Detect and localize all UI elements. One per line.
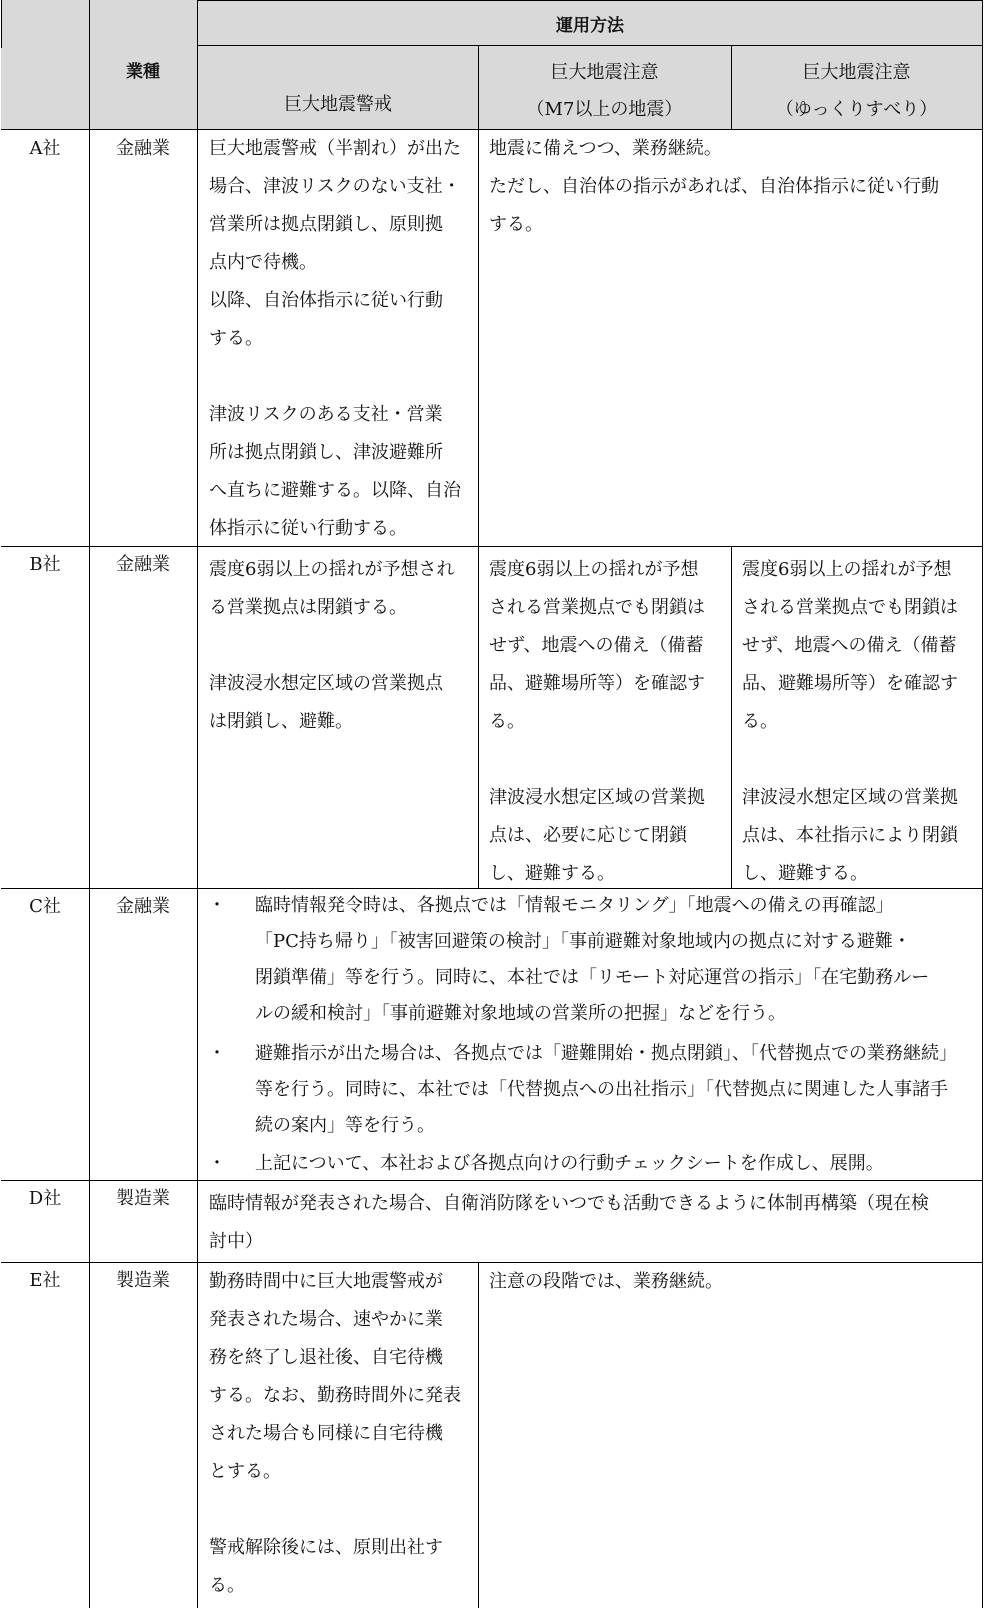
- text-line: 地震に備えつつ、業務継続。: [489, 138, 722, 159]
- text-line: 品、避難場所等）を確認す: [742, 673, 958, 694]
- header-operation-method: 運用方法: [556, 16, 624, 36]
- grid-line: [1, 888, 983, 889]
- header-caution-slip-line1: 巨大地震注意: [802, 62, 911, 83]
- text-line: し、避難する。: [742, 863, 868, 884]
- text-line: 続の案内」等を行う。: [255, 1115, 435, 1136]
- grid-line: [1, 0, 2, 48]
- text-line: る営業拠点は閉鎖する。: [209, 597, 407, 618]
- text-line: する。: [209, 328, 263, 349]
- grid-line: [731, 45, 732, 129]
- text-line: 等を行う。同時に、本社では「代替拠点への出社指示」「代替拠点に関連した人事諸手: [255, 1079, 948, 1100]
- text-line: る。: [209, 1575, 245, 1596]
- grid-line: [1, 1180, 983, 1181]
- text-line: 営業所は拠点閉鎖し、原則拠: [209, 214, 443, 235]
- row-e-industry: 製造業: [116, 1270, 170, 1291]
- text-line: 津波リスクのある支社・営業: [209, 404, 443, 425]
- header-caution-slip-line2: （ゆっくりすべり）: [775, 99, 938, 120]
- row-d-company: D社: [28, 1188, 62, 1209]
- text-line: 津波浸水想定区域の営業拠: [489, 787, 705, 808]
- text-line: 発表された場合、速やかに業: [209, 1309, 443, 1330]
- grid-line: [1, 1262, 983, 1263]
- text-line: へ直ちに避難する。以降、自治: [209, 480, 461, 501]
- bullet-icon: ・: [208, 1153, 226, 1174]
- header-caution-m7-line1: 巨大地震注意: [550, 62, 659, 83]
- text-line: は閉鎖し、避難。: [209, 711, 353, 732]
- text-line: する。なお、勤務時間外に発表: [209, 1385, 461, 1406]
- text-line: ただし、自治体の指示があれば、自治体指示に従い行動: [489, 176, 939, 197]
- row-a-industry: 金融業: [116, 138, 170, 159]
- row-c-company: C社: [29, 896, 61, 917]
- text-line: される営業拠点でも閉鎖は: [489, 597, 705, 618]
- row-b-company: B社: [29, 554, 61, 575]
- text-line: 震度6弱以上の揺れが予想: [489, 559, 699, 580]
- text-line: 品、避難場所等）を確認す: [489, 673, 705, 694]
- text-line: 「PC持ち帰り」「被害回避策の検討」「事前避難対象地域内の拠点に対する避難・: [255, 931, 911, 952]
- text-line: 勤務時間中に巨大地震警戒が: [209, 1271, 443, 1292]
- text-line: 点は、必要に応じて閉鎖: [489, 825, 687, 846]
- text-line: 体指示に従い行動する。: [209, 518, 407, 539]
- grid-line: [197, 0, 198, 1608]
- text-line: 震度6弱以上の揺れが予想: [742, 559, 952, 580]
- text-line: 務を終了し退社後、自宅待機: [209, 1347, 443, 1368]
- text-line: する。: [489, 214, 543, 235]
- grid-line: [478, 45, 479, 888]
- text-line: 津波浸水想定区域の営業拠: [742, 787, 958, 808]
- text-line: 討中）: [209, 1231, 263, 1252]
- bullet-icon: ・: [208, 895, 226, 916]
- text-line: 津波浸水想定区域の営業拠点: [209, 673, 443, 694]
- text-line: 上記について、本社および各拠点向けの行動チェックシートを作成し、展開。: [255, 1153, 884, 1174]
- header-industry: 業種: [126, 62, 160, 82]
- header-warning: 巨大地震警戒: [284, 94, 392, 115]
- header-caution-m7-line2: （M7以上の地震）: [526, 99, 683, 120]
- text-line: 臨時情報が発表された場合、自衛消防隊をいつでも活動できるように体制再構築（現在検: [209, 1193, 929, 1214]
- text-line: せず、地震への備え（備蓄: [742, 635, 957, 656]
- grid-line: [478, 1262, 479, 1608]
- text-line: せず、地震への備え（備蓄: [489, 635, 704, 656]
- row-b-industry: 金融業: [116, 554, 170, 575]
- text-line: 巨大地震警戒（半割れ）が出た: [209, 138, 461, 159]
- grid-line: [198, 45, 983, 46]
- text-line: 警戒解除後には、原則出社す: [209, 1537, 443, 1558]
- text-line: された場合も同様に自宅待機: [209, 1423, 443, 1444]
- text-line: 閉鎖準備」等を行う。同時に、本社では「リモート対応運営の指示」「在宅勤務ルー: [255, 967, 930, 988]
- grid-line: [198, 0, 983, 1]
- grid-line: [89, 0, 90, 1608]
- row-a-company: A社: [29, 138, 61, 159]
- text-line: し、避難する。: [489, 863, 615, 884]
- row-d-industry: 製造業: [116, 1188, 170, 1209]
- text-line: 場合、津波リスクのない支社・: [209, 176, 461, 197]
- text-line: る。: [489, 711, 525, 732]
- text-line: 臨時情報発令時は、各拠点では「情報モニタリング」「地震への備えの再確認」: [255, 895, 894, 916]
- text-line: 避難指示が出た場合は、各拠点では「避難開始・拠点閉鎖」、「代替拠点での業務継続」: [255, 1043, 957, 1064]
- text-line: 点内で待機。: [209, 252, 317, 273]
- text-line: 点は、本社指示により閉鎖: [742, 825, 958, 846]
- grid-line: [731, 546, 732, 888]
- text-line: とする。: [209, 1461, 281, 1482]
- row-c-industry: 金融業: [116, 896, 170, 917]
- text-line: る。: [742, 711, 778, 732]
- grid-line: [1, 129, 983, 130]
- text-line: ルの緩和検討」「事前避難対象地域の営業所の把握」などを行う。: [255, 1003, 786, 1024]
- grid-line: [1, 546, 983, 547]
- text-line: 所は拠点閉鎖し、津波避難所: [209, 442, 443, 463]
- bullet-icon: ・: [208, 1043, 226, 1064]
- text-line: 震度6弱以上の揺れが予想され: [209, 559, 455, 580]
- text-line: 以降、自治体指示に従い行動: [209, 290, 443, 311]
- text-line: 注意の段階では、業務継続。: [489, 1271, 723, 1292]
- row-e-company: E社: [29, 1270, 61, 1291]
- text-line: される営業拠点でも閉鎖は: [742, 597, 958, 618]
- grid-line: [982, 0, 983, 1608]
